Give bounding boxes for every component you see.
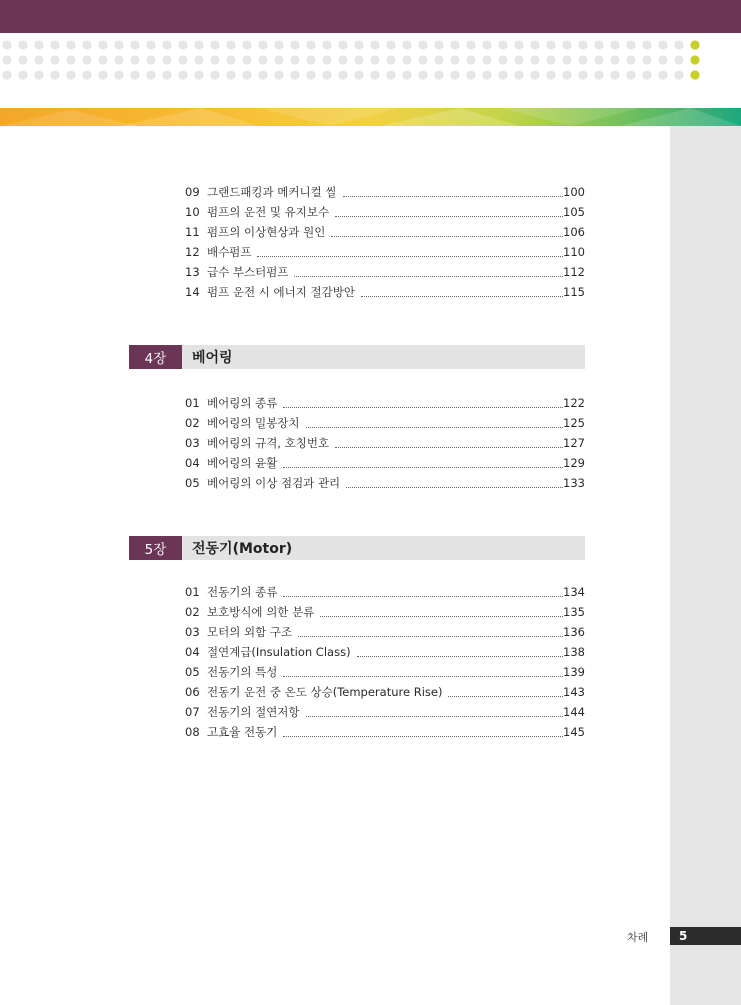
decor-dot [146, 55, 155, 64]
decor-dot [178, 55, 187, 64]
toc-entry-page: 139 [563, 665, 585, 679]
toc-entry [185, 684, 585, 704]
toc-entry [185, 604, 585, 624]
toc-entry-page: 129 [563, 456, 585, 470]
toc-leader-dots [283, 406, 563, 408]
toc-entry-page: 105 [563, 205, 585, 219]
decor-dot [338, 55, 347, 64]
decor-dot [210, 40, 219, 49]
decor-dot [450, 55, 459, 64]
toc-entry [185, 724, 585, 744]
decor-dot [2, 40, 11, 49]
toc-leader-dots [306, 715, 563, 717]
decor-dot [674, 40, 683, 49]
toc-entry-number: 04 [185, 645, 200, 659]
toc-leader-dots [283, 595, 563, 597]
decor-dot [498, 55, 507, 64]
decor-dot [642, 40, 651, 49]
decor-dot [82, 55, 91, 64]
decor-dot [530, 55, 539, 64]
decor-dot [98, 55, 107, 64]
decor-dot [50, 40, 59, 49]
toc-entry [185, 204, 585, 224]
decor-dot [674, 55, 683, 64]
toc-entry [185, 264, 585, 284]
decor-dot [626, 55, 635, 64]
decor-dot [242, 40, 251, 49]
decor-dot [194, 70, 203, 79]
toc-entry-title: 펌프의 운전 및 유지보수 [207, 205, 330, 219]
decor-dot [658, 55, 667, 64]
toc-entry-title: 펌프의 이상현상과 원인 [207, 225, 326, 239]
toc-chapter-5 [185, 584, 585, 744]
decor-dot [66, 55, 75, 64]
decor-dot [466, 40, 475, 49]
decor-dot [594, 70, 603, 79]
toc-entry-title: 보호방식에 의한 분류 [207, 605, 315, 619]
toc-leader-dots [343, 195, 563, 197]
decor-dot [18, 55, 27, 64]
header-bar [0, 0, 741, 33]
decor-dot [274, 55, 283, 64]
decor-dot [258, 70, 267, 79]
decor-dot [658, 70, 667, 79]
decor-dot [610, 40, 619, 49]
decor-dot [242, 70, 251, 79]
chapter-4-heading [129, 345, 585, 369]
toc-entry-number: 06 [185, 685, 200, 699]
toc-entry-number: 01 [185, 585, 200, 599]
toc-entry-page: 138 [563, 645, 585, 659]
decor-dot [242, 55, 251, 64]
chapter-title: 베어링 [182, 345, 585, 369]
toc-entry-title: 전동기의 종류 [207, 585, 278, 599]
toc-entry [185, 455, 585, 475]
toc-entry-page: 122 [563, 396, 585, 410]
toc-entry-number: 13 [185, 265, 200, 279]
decor-dot [194, 55, 203, 64]
decor-dot [258, 40, 267, 49]
decor-dot [578, 55, 587, 64]
decor-dot [290, 55, 299, 64]
decor-dot [498, 70, 507, 79]
decor-dot [226, 55, 235, 64]
toc-leader-dots [283, 675, 563, 677]
decor-dot [402, 55, 411, 64]
decor-dot [162, 55, 171, 64]
toc-entry-page: 115 [563, 285, 585, 299]
chapter-number-badge: 4장 [129, 345, 182, 369]
decor-dot [594, 55, 603, 64]
toc-entry-page: 145 [563, 725, 585, 739]
decor-dot [658, 40, 667, 49]
decor-dot [354, 40, 363, 49]
toc-entry-title: 베어링의 윤활 [207, 456, 278, 470]
decor-dot [146, 40, 155, 49]
toc-leader-dots [283, 466, 563, 468]
decor-dot [338, 40, 347, 49]
decor-dot [306, 55, 315, 64]
decor-dot [402, 40, 411, 49]
decor-dot [2, 70, 11, 79]
decor-dot [466, 55, 475, 64]
toc-leader-dots [294, 275, 563, 277]
toc-entry-number: 02 [185, 605, 200, 619]
toc-entry-title: 전동기의 특성 [207, 665, 278, 679]
decor-dot [338, 70, 347, 79]
decor-dot [482, 55, 491, 64]
toc-leader-dots [298, 635, 563, 637]
decor-dot [562, 70, 571, 79]
toc-leader-dots [320, 615, 563, 617]
toc-entry-number: 10 [185, 205, 200, 219]
decor-dot [274, 70, 283, 79]
toc-entry-page: 100 [563, 185, 585, 199]
toc-entry-page: 144 [563, 705, 585, 719]
toc-entry-title: 배수펌프 [207, 245, 252, 259]
decor-dot [434, 55, 443, 64]
decor-dot [514, 55, 523, 64]
decor-dot [50, 55, 59, 64]
decor-dot [482, 40, 491, 49]
decor-dot [210, 70, 219, 79]
toc-entry-number: 03 [185, 625, 200, 639]
decor-dot [114, 40, 123, 49]
toc-entry-title: 베어링의 종류 [207, 396, 278, 410]
toc-entry-title: 베어링의 규격, 호칭번호 [207, 436, 330, 450]
toc-entry-page: 134 [563, 585, 585, 599]
decor-dot [130, 70, 139, 79]
toc-leader-dots [331, 235, 563, 237]
decor-dot [562, 40, 571, 49]
toc-entry [185, 435, 585, 455]
toc-leader-dots [346, 486, 563, 488]
toc-entry-page: 127 [563, 436, 585, 450]
decor-dot [18, 70, 27, 79]
decor-dot [642, 55, 651, 64]
toc-entry-title: 베어링의 밀봉장치 [207, 416, 300, 430]
toc-entry [185, 224, 585, 244]
color-stripe-decoration [0, 108, 741, 126]
toc-chapter-4 [185, 395, 585, 495]
decor-dot [370, 55, 379, 64]
decor-dot [130, 40, 139, 49]
decor-dot [578, 70, 587, 79]
toc-entry [185, 624, 585, 644]
toc-entry-title: 그랜드패킹과 메커니컬 씰 [207, 185, 337, 199]
toc-entry [185, 644, 585, 664]
toc-entry-title: 모터의 외함 구조 [207, 625, 293, 639]
decor-dot [418, 70, 427, 79]
decor-dot [354, 70, 363, 79]
decor-dot [546, 55, 555, 64]
decor-dot [306, 70, 315, 79]
decor-dot [114, 70, 123, 79]
toc-entry-title: 펌프 운전 시 에너지 절감방안 [207, 285, 355, 299]
toc-leader-dots [448, 695, 563, 697]
decor-dot [546, 70, 555, 79]
decor-dot [322, 40, 331, 49]
decor-dot [34, 55, 43, 64]
toc-entry-page: 133 [563, 476, 585, 490]
decor-dot [386, 55, 395, 64]
footer-page-number: 5 [670, 927, 741, 945]
decor-dot [498, 40, 507, 49]
decor-dot [594, 40, 603, 49]
chapter-number-badge: 5장 [129, 536, 182, 560]
toc-entry-title: 고효율 전동기 [207, 725, 278, 739]
toc-leader-dots [306, 426, 563, 428]
decor-dot [306, 40, 315, 49]
toc-leader-dots [335, 446, 563, 448]
decor-dot [162, 40, 171, 49]
decor-dot [578, 40, 587, 49]
decor-dot [370, 70, 379, 79]
toc-entry-number: 03 [185, 436, 200, 450]
decor-dot [466, 70, 475, 79]
decor-dot [418, 55, 427, 64]
decor-dot [402, 70, 411, 79]
decor-dot [274, 40, 283, 49]
toc-leader-dots [283, 735, 563, 737]
dot-pattern-decoration [0, 38, 741, 84]
decor-dot [34, 70, 43, 79]
toc-entry [185, 184, 585, 204]
decor-dot [178, 40, 187, 49]
toc-entry-number: 04 [185, 456, 200, 470]
decor-dot [290, 40, 299, 49]
toc-entry [185, 395, 585, 415]
decor-dot [146, 70, 155, 79]
decor-dot [82, 40, 91, 49]
decor-dot [530, 40, 539, 49]
decor-dot [322, 55, 331, 64]
decor-dot [226, 70, 235, 79]
decor-dot [546, 40, 555, 49]
decor-dot [386, 70, 395, 79]
toc-entry [185, 704, 585, 724]
decor-dot [674, 70, 683, 79]
toc-entry-number: 08 [185, 725, 200, 739]
decor-dot [66, 40, 75, 49]
toc-entry-number: 11 [185, 225, 200, 239]
decor-dot [50, 70, 59, 79]
toc-entry-page: 112 [563, 265, 585, 279]
decor-dot [530, 70, 539, 79]
toc-entry-number: 14 [185, 285, 200, 299]
decor-dot [418, 40, 427, 49]
decor-dot [82, 70, 91, 79]
decor-dot [386, 40, 395, 49]
toc-entry-title: 베어링의 이상 점검과 관리 [207, 476, 341, 490]
decor-dot [114, 55, 123, 64]
decor-dot [66, 70, 75, 79]
decor-dot [450, 40, 459, 49]
decor-dot [562, 55, 571, 64]
decor-dot [354, 55, 363, 64]
toc-entry-title: 절연계급(Insulation Class) [207, 645, 351, 659]
toc-entry-page: 110 [563, 245, 585, 259]
decor-dot [626, 40, 635, 49]
toc-section-pump [185, 184, 585, 304]
decor-dot [610, 70, 619, 79]
footer-section-label: 차례 [627, 931, 649, 944]
decor-dot [482, 70, 491, 79]
decor-dot [434, 40, 443, 49]
toc-leader-dots [357, 655, 563, 657]
toc-entry-title: 전동기의 절연저항 [207, 705, 300, 719]
decor-dot [194, 40, 203, 49]
toc-leader-dots [335, 215, 563, 217]
toc-entry [185, 415, 585, 435]
toc-entry-number: 02 [185, 416, 200, 430]
decor-dot [178, 70, 187, 79]
toc-entry-page: 125 [563, 416, 585, 430]
toc-entry-page: 136 [563, 625, 585, 639]
accent-dot [690, 40, 699, 49]
decor-dot [370, 40, 379, 49]
toc-entry-number: 12 [185, 245, 200, 259]
decor-dot [98, 70, 107, 79]
decor-dot [514, 40, 523, 49]
toc-entry [185, 584, 585, 604]
toc-entry-number: 05 [185, 665, 200, 679]
toc-entry [185, 475, 585, 495]
toc-entry-number: 05 [185, 476, 200, 490]
toc-entry-page: 135 [563, 605, 585, 619]
chapter-5-heading [129, 536, 585, 560]
decor-dot [258, 55, 267, 64]
toc-entry [185, 244, 585, 264]
chapter-title: 전동기(Motor) [182, 536, 585, 560]
decor-dot [98, 40, 107, 49]
decor-dot [162, 70, 171, 79]
decor-dot [514, 70, 523, 79]
toc-entry-title: 급수 부스터펌프 [207, 265, 289, 279]
decor-dot [226, 40, 235, 49]
decor-dot [18, 40, 27, 49]
toc-entry-number: 07 [185, 705, 200, 719]
decor-dot [450, 70, 459, 79]
accent-dot [690, 55, 699, 64]
decor-dot [610, 55, 619, 64]
decor-dot [322, 70, 331, 79]
toc-leader-dots [257, 255, 563, 257]
sidebar-band [670, 126, 741, 1005]
accent-dot [690, 70, 699, 79]
toc-entry [185, 284, 585, 304]
toc-entry-number: 01 [185, 396, 200, 410]
toc-leader-dots [361, 295, 563, 297]
decor-dot [34, 40, 43, 49]
decor-dot [210, 55, 219, 64]
decor-dot [626, 70, 635, 79]
toc-entry [185, 664, 585, 684]
decor-dot [2, 55, 11, 64]
decor-dot [290, 70, 299, 79]
toc-entry-number: 09 [185, 185, 200, 199]
toc-entry-title: 전동기 운전 중 온도 상승(Temperature Rise) [207, 685, 443, 699]
decor-dot [642, 70, 651, 79]
toc-entry-page: 106 [563, 225, 585, 239]
toc-entry-page: 143 [563, 685, 585, 699]
decor-dot [434, 70, 443, 79]
decor-dot [130, 55, 139, 64]
